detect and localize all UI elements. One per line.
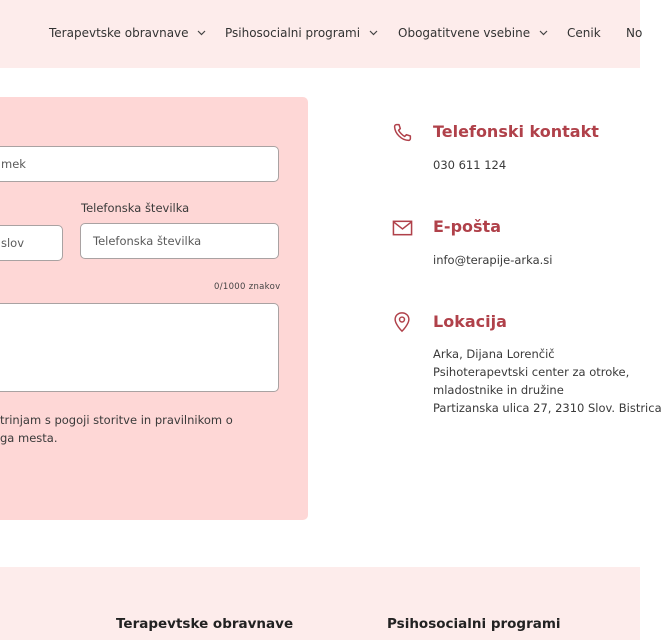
map-pin-icon	[392, 311, 412, 333]
chevron-down-icon	[197, 30, 206, 36]
email-heading: E-pošta	[433, 217, 501, 236]
chevron-down-icon	[539, 30, 548, 36]
phone-number[interactable]: 030 611 124	[433, 158, 507, 172]
location-line-2: Psihoterapevtski center za otroke,	[433, 365, 630, 379]
country-input[interactable]	[0, 225, 63, 261]
nav-item-label: Psihosocialni programi	[225, 26, 361, 40]
footer-column-heading: Terapevtske obravnave	[116, 616, 294, 632]
phone-input[interactable]	[80, 223, 279, 259]
subject-placeholder: mek	[1, 157, 26, 171]
chevron-down-icon	[369, 30, 378, 36]
char-counter: 0/1000 znakov	[214, 282, 281, 292]
nav-item-psihosocialni-programi[interactable]	[225, 26, 378, 40]
phone-label: Telefonska številka	[81, 201, 190, 215]
country-placeholder: slov	[1, 236, 25, 250]
location-line-1: Arka, Dijana Lorenčič	[433, 347, 555, 361]
nav-item-obogatitvene-vsebine[interactable]	[398, 26, 548, 40]
location-line-3: mladostnike in družine	[433, 383, 564, 397]
phone-placeholder: Telefonska številka	[93, 234, 202, 248]
location-line-4: Partizanska ulica 27, 2310 Slov. Bistrica	[433, 401, 662, 415]
nav-item-label: Obogatitvene vsebine	[398, 26, 531, 40]
nav-item-label: Cenik	[567, 26, 601, 40]
nav-item-label: Terapevtske obravnave	[49, 26, 189, 40]
envelope-icon	[392, 219, 413, 237]
nav-item-terapevtske-obravnave[interactable]	[49, 26, 206, 40]
location-heading: Lokacija	[433, 312, 507, 331]
message-textarea[interactable]	[0, 303, 279, 392]
nav-item-cenik[interactable]	[567, 26, 601, 40]
nav-item-truncated[interactable]	[626, 26, 642, 40]
top-navigation	[0, 0, 643, 68]
phone-icon	[392, 122, 413, 143]
email-address[interactable]: info@terapije-arka.si	[433, 253, 553, 267]
nav-item-label: No	[626, 26, 643, 40]
subject-input[interactable]	[0, 146, 279, 182]
consent-text: trinjam s pogoji storitve in pravilnikom o ga mesta.	[0, 413, 233, 445]
phone-contact-heading: Telefonski kontakt	[433, 122, 599, 141]
footer-column-heading: Psihosocialni programi	[387, 616, 561, 632]
